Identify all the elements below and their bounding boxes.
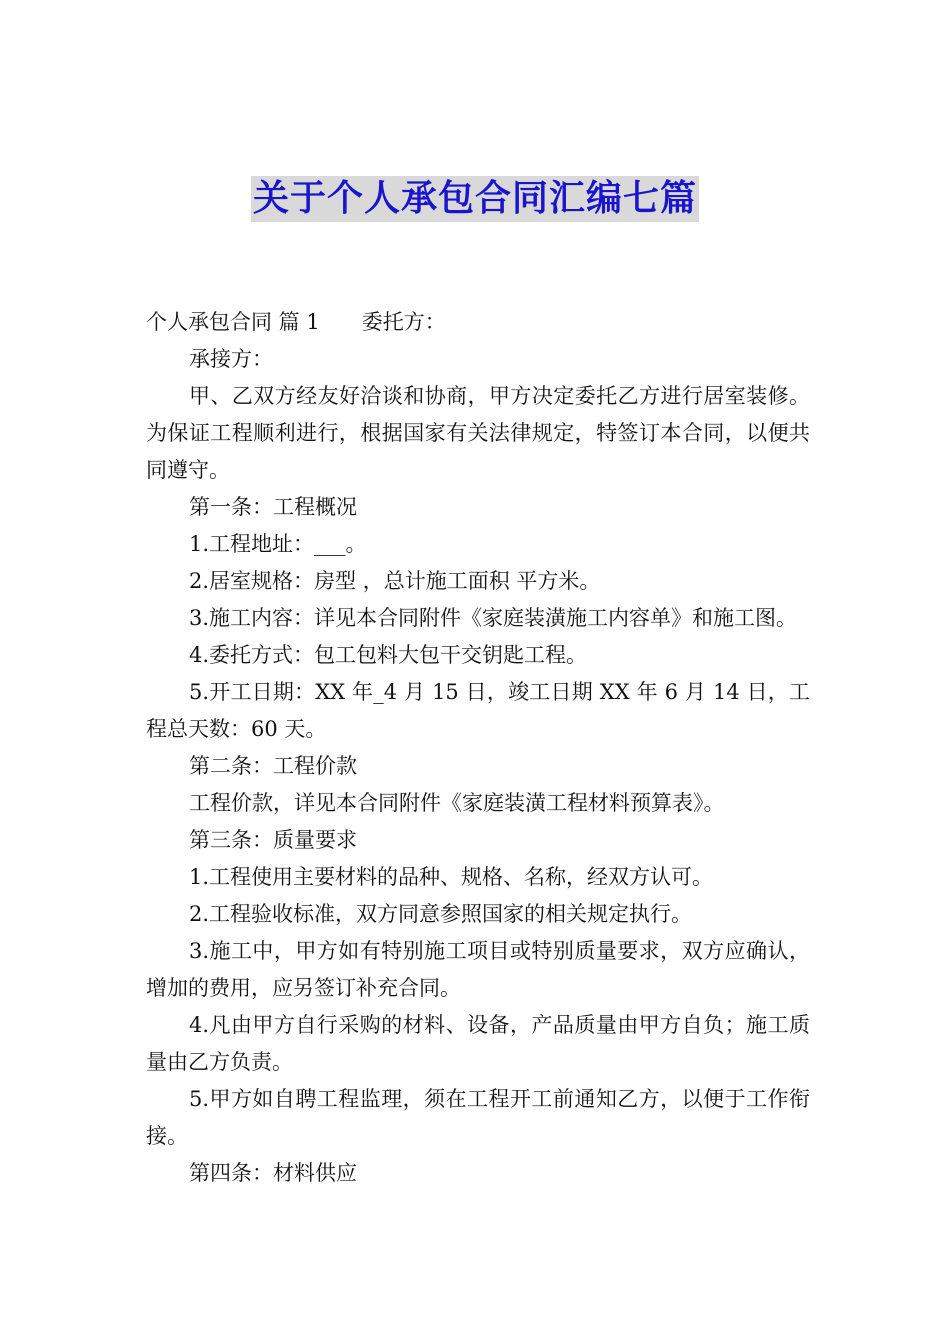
document-title: 关于个人承包合同汇编七篇 [251,176,699,222]
contractor-party-label: 承接方： [189,347,273,371]
title-container [0,176,950,222]
article-3-item-1: 1.工程使用主要材料的品种、规格、名称，经双方认可。 [189,865,714,889]
article-1-item-3: 3.施工内容：详见本合同附件《家庭装潢施工内容单》和施工图。 [189,606,798,630]
article-3-item-4: 4.凡由甲方自行采购的材料、设备，产品质量由甲方自负；施工质量由乙方负责。 [146,1013,810,1074]
client-party-label: 委托方： [361,310,446,334]
article-1-item-2: 2.居室规格：房型 ，总计施工面积 平方米。 [189,569,601,593]
document-body [146,304,810,1192]
article-2-text: 工程价款，详见本合同附件《家庭装潢工程材料预算表》。 [189,791,725,815]
article-1-item-4: 4.委托方式：包工包料大包干交钥匙工程。 [189,643,588,667]
article-3-item-5: 5.甲方如自聘工程监理，须在工程开工前通知乙方，以便于工作衔接。 [146,1087,810,1148]
article-1-item-5: 5.开工日期：XX 年_4 月 15 日，竣工日期 XX 年 6 月 14 日，工程总天数：60 天。 [146,680,810,741]
article-3-item-3: 3.施工中，甲方如有特别施工项目或特别质量要求，双方应确认，增加的费用，应另签订补充合同。 [146,939,810,1000]
article-3-heading: 第三条：质量要求 [189,828,357,852]
intro-paragraph: 甲、乙双方经友好洽谈和协商，甲方决定委托乙方进行居室装修。为保证工程顺利进行，根据国家有关法律规定，特签订本合同，以便共同遵守。 [146,384,810,482]
first-line [146,304,810,341]
article-2-heading: 第二条：工程价款 [189,754,357,778]
contract-heading: 个人承包合同 篇 1 [146,310,320,334]
article-3-item-2: 2.工程验收标准，双方同意参照国家的相关规定执行。 [189,902,693,926]
article-1-item-1: 1.工程地址：___。 [189,532,367,556]
article-4-heading: 第四条：材料供应 [189,1161,357,1185]
article-1-heading: 第一条：工程概况 [189,495,357,519]
